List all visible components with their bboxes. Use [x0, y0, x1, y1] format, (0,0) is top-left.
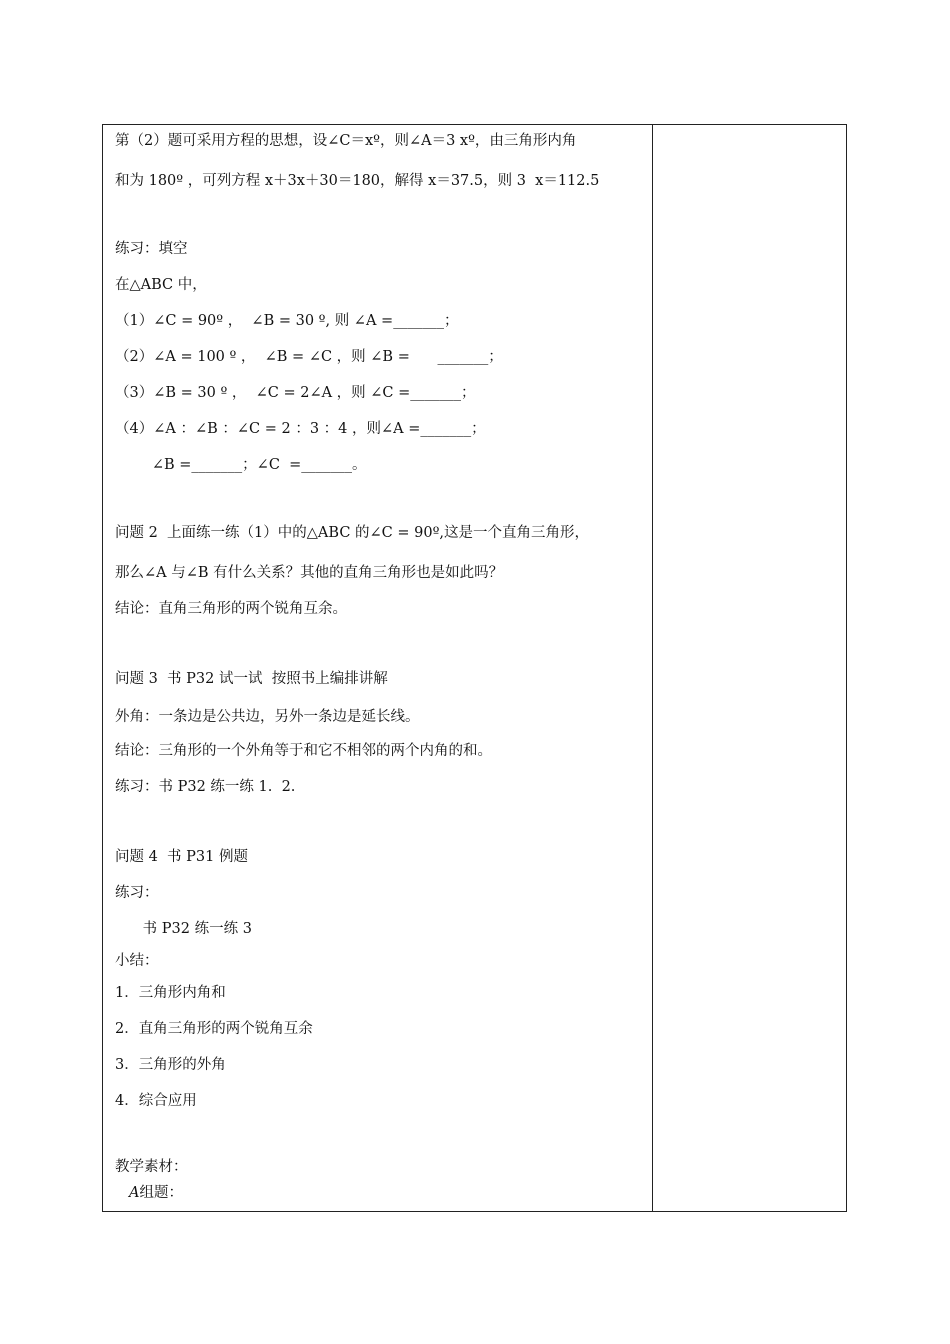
text-line: 练习：书 P32 练一练 1. 2. [115, 779, 296, 795]
text-line: 在△ABC 中， [115, 277, 207, 293]
column-divider [652, 125, 653, 1211]
text-line: 4．综合应用 [115, 1093, 197, 1109]
text-line: 外角：一条边是公共边，另外一条边是延长线。 [115, 709, 420, 725]
text-line: 问题 4 书 P31 例题 [115, 849, 248, 865]
text-line: 那么∠A 与∠B 有什么关系？其他的直角三角形也是如此吗？ [115, 565, 504, 581]
text-line: ∠B =_______；∠C =_______。 [115, 457, 367, 473]
text-line: 练习：填空 [115, 241, 188, 257]
text-line: 和为 180º ，可列方程 x＋3x＋30＝180，解得 x＝37.5，则 3 x＝112.5 [115, 173, 600, 189]
text-line: 结论：直角三角形的两个锐角互余。 [115, 601, 347, 617]
text-line: 问题 2 上面练一练（1）中的△ABC 的∠C = 90º,这是一个直角三角形， [115, 525, 590, 541]
text-line: 结论：三角形的一个外角等于和它不相邻的两个内角的和。 [115, 743, 492, 759]
text-line: （3）∠B = 30 º ， ∠C = 2∠A ，则 ∠C =_______； [115, 385, 476, 401]
text-line: 书 P32 练一练 3 [115, 921, 252, 937]
text-line: （4）∠A ：∠B ：∠C = 2 ：3 ：4 ，则∠A =_______； [115, 421, 486, 437]
text-line: 小结： [115, 953, 159, 969]
text-line: （1）∠C = 90º ， ∠B = 30 º, 则 ∠A =_______； [115, 313, 459, 329]
text-line: 问题 3 书 P32 试一试 按照书上编排讲解 [115, 671, 388, 687]
text-line-rest: 组题： [139, 1185, 183, 1201]
content-table [102, 124, 847, 1212]
text-line: （2）∠A = 100 º ， ∠B = ∠C ，则 ∠B = _______； [115, 349, 503, 365]
italic-letter: A [129, 1185, 140, 1201]
text-line [129, 1183, 183, 1203]
text-line: 教学素材： [115, 1159, 188, 1175]
text-line: 第（2）题可采用方程的思想，设∠C＝xº，则∠A＝3 xº，由三角形内角 [115, 133, 577, 149]
text-line: 2．直角三角形的两个锐角互余 [115, 1021, 313, 1037]
text-line: 1．三角形内角和 [115, 985, 226, 1001]
text-line: 练习： [115, 885, 159, 901]
text-line: 3．三角形的外角 [115, 1057, 226, 1073]
